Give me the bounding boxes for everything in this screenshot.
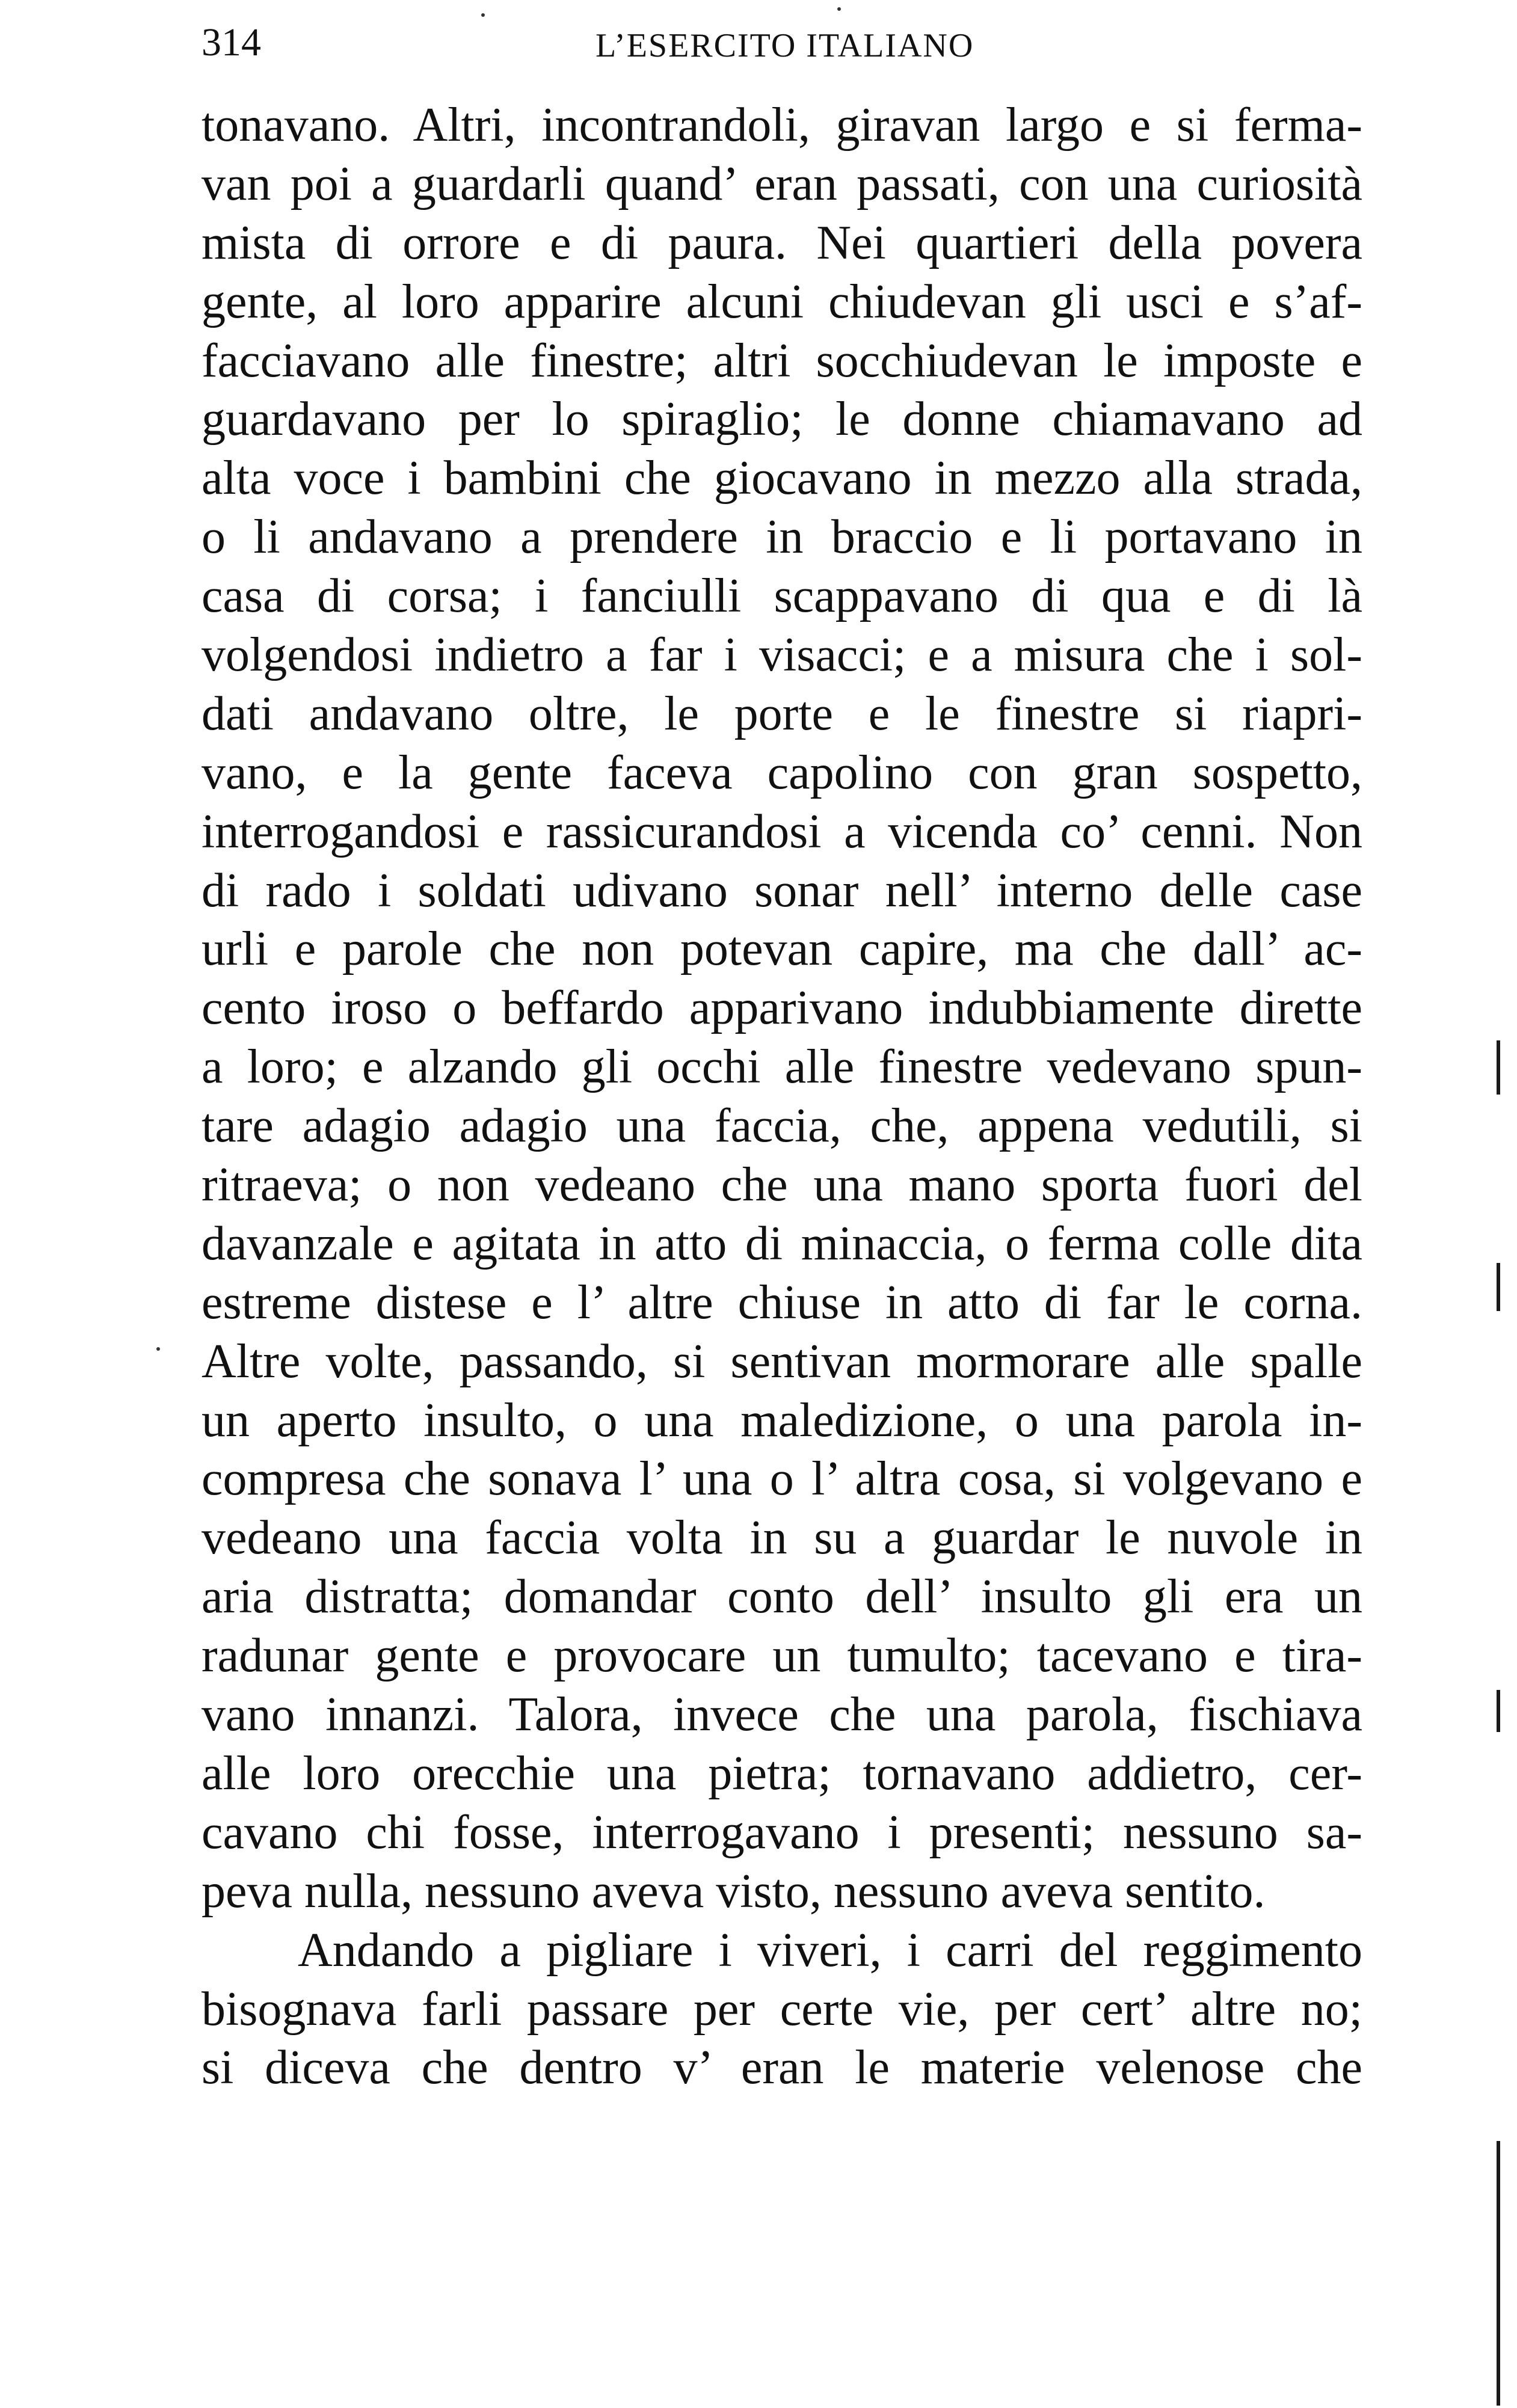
text-line: radunar gente e provocare un tumulto; tacevano e tira-	[202, 1629, 1362, 1683]
text-line: alta voce i bambini che giocavano in mezzo alla strada,	[202, 452, 1362, 505]
scan-speck	[837, 7, 841, 11]
text-line: vano, e la gente faceva capolino con gran sospetto,	[202, 746, 1362, 799]
page-number: 314	[202, 20, 261, 64]
text-line: si diceva che dentro v’ eran le materie velenose che	[202, 2041, 1362, 2095]
text-line: alle loro orecchie una pietra; tornavano addietro, cer-	[202, 1746, 1362, 1800]
body-text	[202, 96, 1362, 2098]
text-line: bisognava farli passare per certe vie, per cert’ altre no;	[202, 1982, 1362, 2036]
text-line: interrogandosi e rassicurandosi a vicenda co’ cenni. Non	[202, 805, 1362, 858]
text-line: di rado i soldati udivano sonar nell’ interno delle case	[202, 864, 1362, 917]
scan-edge-mark	[1497, 1040, 1500, 1095]
text-line: vedeano una faccia volta in su a guardar le nuvole in	[202, 1511, 1362, 1565]
text-line: un aperto insulto, o una maledizione, o una parola in-	[202, 1393, 1362, 1447]
scan-edge-mark	[1497, 1263, 1500, 1311]
text-line: aria distratta; domandar conto dell’ insulto gli era un	[202, 1570, 1362, 1624]
text-line: estreme distese e l’ altre chiuse in atto di far le corna.	[202, 1276, 1362, 1329]
text-line: tonavano. Altri, incontrandoli, giravan largo e si ferma-	[202, 99, 1362, 152]
text-line: a loro; e alzando gli occhi alle finestre vedevano spun-	[202, 1040, 1362, 1094]
text-line: volgendosi indietro a far i visacci; e a misura che i sol-	[202, 628, 1362, 682]
text-line: ritraeva; o non vedeano che una mano sporta fuori del	[202, 1158, 1362, 1212]
text-line: guardavano per lo spiraglio; le donne chiamavano ad	[202, 393, 1362, 446]
text-line: urli e parole che non potevan capire, ma che dall’ ac-	[202, 923, 1362, 976]
scan-edge-mark	[1497, 2141, 1500, 2406]
scan-edge-mark	[1497, 1690, 1500, 1732]
text-line: cavano chi fosse, interrogavano i presenti; nessuno sa-	[202, 1805, 1362, 1859]
text-line: facciavano alle finestre; altri socchiudevan le imposte e	[202, 334, 1362, 387]
text-line: Altre volte, passando, si sentivan mormorare alle spalle	[202, 1335, 1362, 1388]
running-head: L’ESERCITO ITALIANO	[595, 27, 974, 64]
text-line: vano innanzi. Talora, invece che una parola, fischiava	[202, 1688, 1362, 1742]
text-line: gente, al loro apparire alcuni chiudevan gli usci e s’af-	[202, 275, 1362, 328]
text-line: tare adagio adagio una faccia, che, appena vedutili, si	[202, 1099, 1362, 1153]
text-line: mista di orrore e di paura. Nei quartieri della povera	[202, 216, 1362, 269]
text-line: compresa che sonava l’ una o l’ altra cosa, si volgevano e	[202, 1452, 1362, 1506]
text-line: dati andavano oltre, le porte e le finestre si riapri-	[202, 687, 1362, 740]
text-line: van poi a guardarli quand’ eran passati, con una curiosità	[202, 157, 1362, 210]
scan-speck	[156, 1347, 160, 1351]
scan-speck	[481, 13, 485, 17]
text-line: Andando a pigliare i viveri, i carri del reggimento	[298, 1923, 1362, 1977]
text-line: o li andavano a prendere in braccio e li portavano in	[202, 511, 1362, 564]
text-line: peva nulla, nessuno aveva visto, nessuno aveva sentito.	[202, 1864, 1266, 1918]
text-line: davanzale e agitata in atto di minaccia, o ferma colle dita	[202, 1217, 1362, 1270]
text-line: cento iroso o beffardo apparivano indubbiamente dirette	[202, 981, 1362, 1035]
text-line: casa di corsa; i fanciulli scappavano di qua e di là	[202, 570, 1362, 623]
